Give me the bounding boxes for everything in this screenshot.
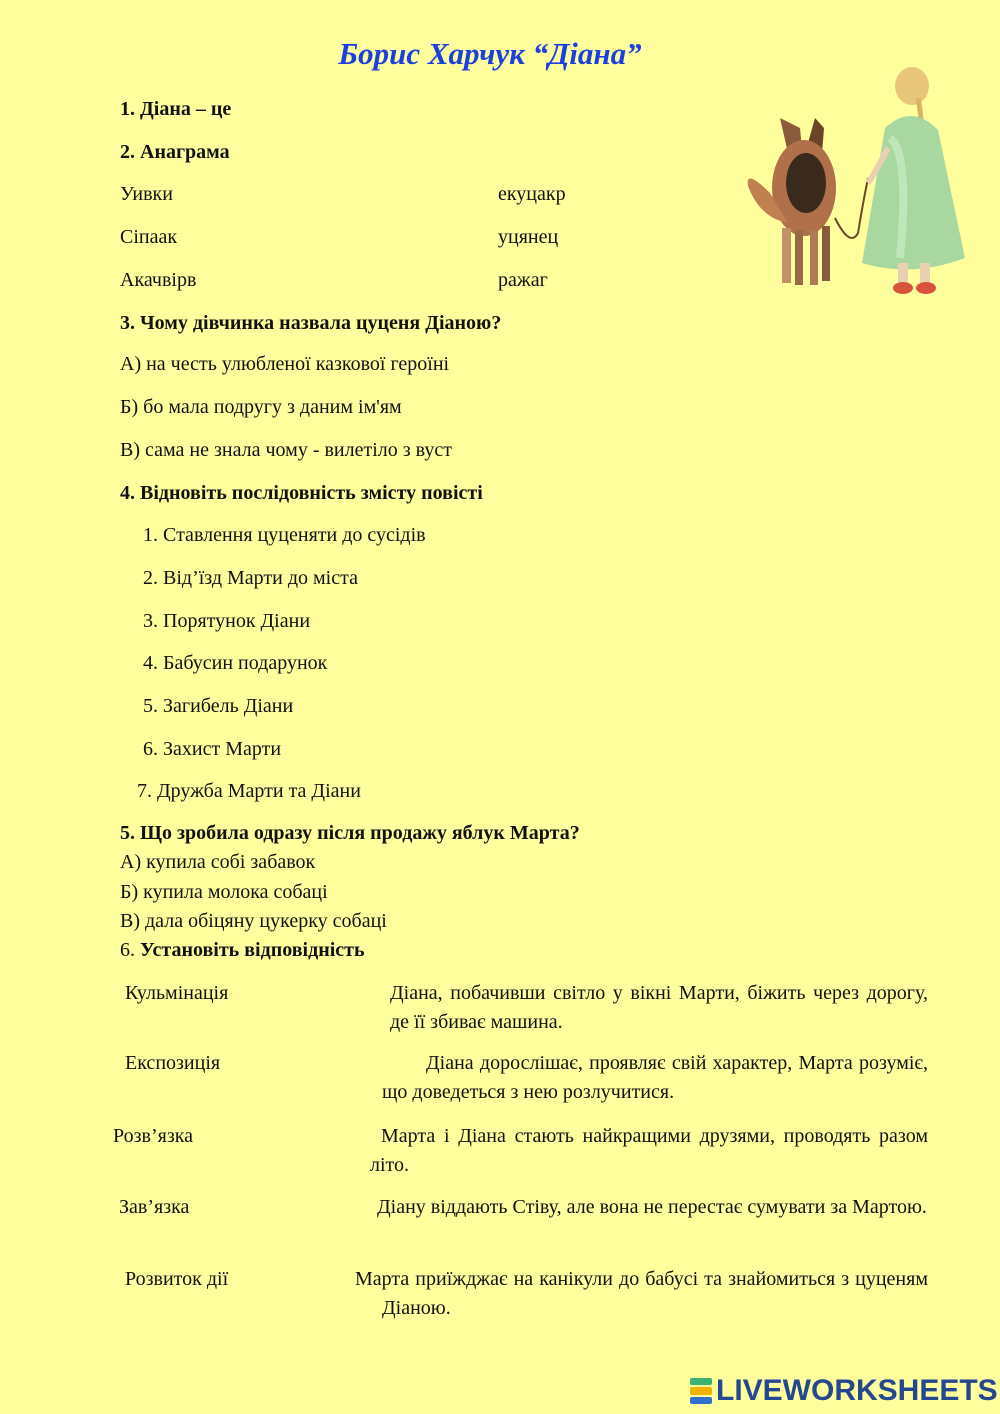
match-description xyxy=(390,979,928,1037)
match-term: Розв’язка xyxy=(113,1125,194,1147)
q5-option: В) дала обіцяну цукерку собаці xyxy=(120,910,387,932)
match-description-text: Марта приїжджає на канікули до бабусі та знайомиться з цуценям Діаною. xyxy=(355,1268,928,1319)
match-description-text: Діану віддають Стіву, але вона не перестає сумувати за Мартою. xyxy=(377,1196,927,1218)
question-6-number: 6. xyxy=(120,939,140,961)
match-description-text: Марта і Діана стають найкращими друзями, проводять разом літо. xyxy=(370,1125,928,1176)
sequence-item: 2. Від’їзд Марти до міста xyxy=(143,567,358,589)
anagram-right: екуцакр xyxy=(498,183,566,205)
match-description-text: Діана, побачивши світло у вікні Марти, біжить через дорогу, де її збиває машина. xyxy=(390,982,928,1033)
girl-icon xyxy=(862,67,965,294)
question-6-text: Установіть відповідність xyxy=(140,939,365,961)
match-description-text: Діана дорослішає, проявляє свій характер, Марта розуміє, що доведеться з нею розлучитися. xyxy=(382,1052,928,1103)
sequence-item: 6. Захист Марти xyxy=(143,738,282,760)
question-1: 1. Діана – це xyxy=(120,98,232,120)
page-title: Борис Харчук “Діана” xyxy=(338,36,642,71)
q5-option: А) купила собі забавок xyxy=(120,851,316,873)
match-term: Кульмінація xyxy=(125,982,229,1004)
sequence-item: 7. Дружба Марти та Діани xyxy=(137,780,361,802)
dog-icon xyxy=(748,118,836,285)
liveworksheets-logo-icon xyxy=(690,1378,712,1404)
anagram-left: Акачвірв xyxy=(120,269,197,291)
anagram-left: Сіпаак xyxy=(120,226,178,248)
question-5: 5. Що зробила одразу після продажу яблук Марта? xyxy=(120,822,580,844)
match-description xyxy=(355,1265,928,1323)
anagram-right: ражаг xyxy=(498,269,548,291)
sequence-item: 1. Ставлення цуценяти до сусідів xyxy=(143,524,426,546)
match-term: Зав’язка xyxy=(119,1196,190,1218)
liveworksheets-logo[interactable] xyxy=(690,1374,998,1408)
sequence-item: 4. Бабусин подарунок xyxy=(143,652,328,674)
q3-option: В) сама не знала чому - вилетіло з вуст xyxy=(120,439,453,461)
match-description xyxy=(377,1193,928,1222)
question-6 xyxy=(120,939,365,962)
match-description xyxy=(382,1049,928,1107)
girl-with-dog-illustration xyxy=(740,58,980,308)
anagram-right: уцянец xyxy=(498,226,559,248)
q3-option: Б) бо мала подругу з даним ім'ям xyxy=(120,396,402,418)
q5-option: Б) купила молока собаці xyxy=(120,881,328,903)
question-3: 3. Чому дівчинка назвала цуценя Діаною? xyxy=(120,312,502,334)
match-description xyxy=(370,1122,928,1180)
question-2: 2. Анаграма xyxy=(120,141,230,163)
logo-text: LIVEWORKSHEETS xyxy=(716,1374,998,1407)
match-term: Розвиток дії xyxy=(125,1268,229,1290)
sequence-item: 5. Загибель Діани xyxy=(143,695,294,717)
question-4: 4. Відновіть послідовність змісту повісті xyxy=(120,482,483,504)
anagram-left: Уивки xyxy=(120,183,173,205)
q3-option: А) на честь улюбленої казкової героїні xyxy=(120,353,450,375)
sequence-item: 3. Порятунок Діани xyxy=(143,610,311,632)
match-term: Експозиція xyxy=(125,1052,221,1074)
